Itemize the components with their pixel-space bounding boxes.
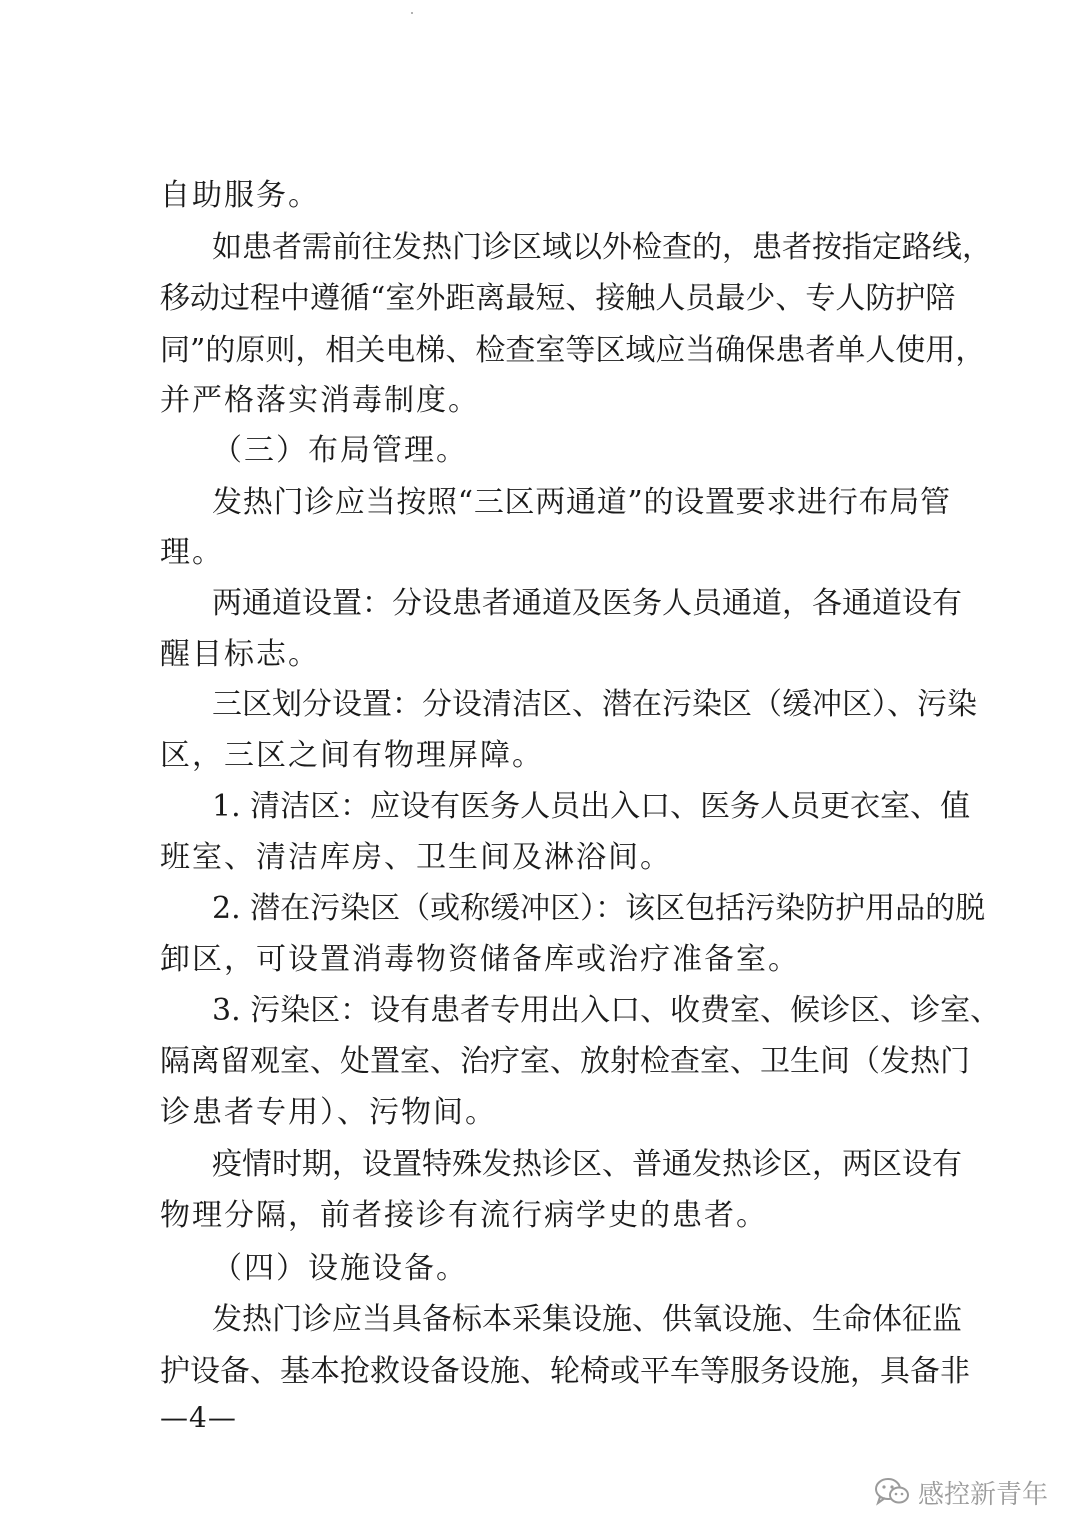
- text-line: 区，三区之间有物理屏障。: [160, 738, 544, 773]
- text-line: 2. 潜在污染区（或称缓冲区）：该区包括污染防护用品的脱: [212, 891, 986, 926]
- wechat-icon: [874, 1477, 910, 1507]
- watermark: [874, 1472, 1048, 1512]
- text-line: 疫情时期，设置特殊发热诊区、普通发热诊区，两区设有: [212, 1147, 962, 1182]
- text-line: 三区划分设置：分设清洁区、潜在污染区（缓冲区）、污染: [212, 687, 977, 722]
- text-line: 如患者需前往发热门诊区域以外检查的，患者按指定路线，: [212, 230, 992, 265]
- text-line: 班室、清洁库房、卫生间及淋浴间。: [160, 840, 672, 875]
- watermark-text: 感控新青年: [917, 1479, 1048, 1510]
- text-line: 自助服务。: [160, 178, 320, 213]
- text-line: 同”的原则，相关电梯、检查室等区域应当确保患者单人使用，: [160, 333, 986, 368]
- text-line: 护设备、基本抢救设备设施、轮椅或平车等服务设施，具备非: [160, 1354, 970, 1389]
- text-line: 醒目标志。: [160, 637, 320, 672]
- text-line: 移动过程中遵循“室外距离最短、接触人员最少、专人防护陪: [160, 281, 956, 316]
- text-line: 卸区，可设置消毒物资储备库或治疗准备室。: [160, 942, 800, 977]
- section-heading: （三）布局管理。: [212, 433, 468, 468]
- text-line: 隔离留观室、处置室、治疗室、放射检查室、卫生间（发热门: [160, 1044, 970, 1079]
- text-line: 发热门诊应当按照“三区两通道”的设置要求进行布局管: [212, 485, 950, 520]
- text-line: 两通道设置：分设患者通道及医务人员通道，各通道设有: [212, 586, 962, 621]
- text-line: 理。: [160, 535, 224, 570]
- text-line: 1. 清洁区：应设有医务人员出入口、医务人员更衣室、值: [212, 789, 971, 824]
- page-number: —4—: [160, 1401, 237, 1434]
- text-line: 物理分隔，前者接诊有流行病学史的患者。: [160, 1198, 768, 1233]
- text-line: 诊患者专用）、污物间。: [160, 1095, 497, 1130]
- scan-speck: [411, 12, 413, 14]
- text-line: 并严格落实消毒制度。: [160, 383, 480, 418]
- section-heading: （四）设施设备。: [212, 1251, 468, 1286]
- text-line: 3. 污染区：设有患者专用出入口、收费室、候诊区、诊室、: [212, 993, 1001, 1028]
- text-line: 发热门诊应当具备标本采集设施、供氧设施、生命体征监: [212, 1302, 962, 1337]
